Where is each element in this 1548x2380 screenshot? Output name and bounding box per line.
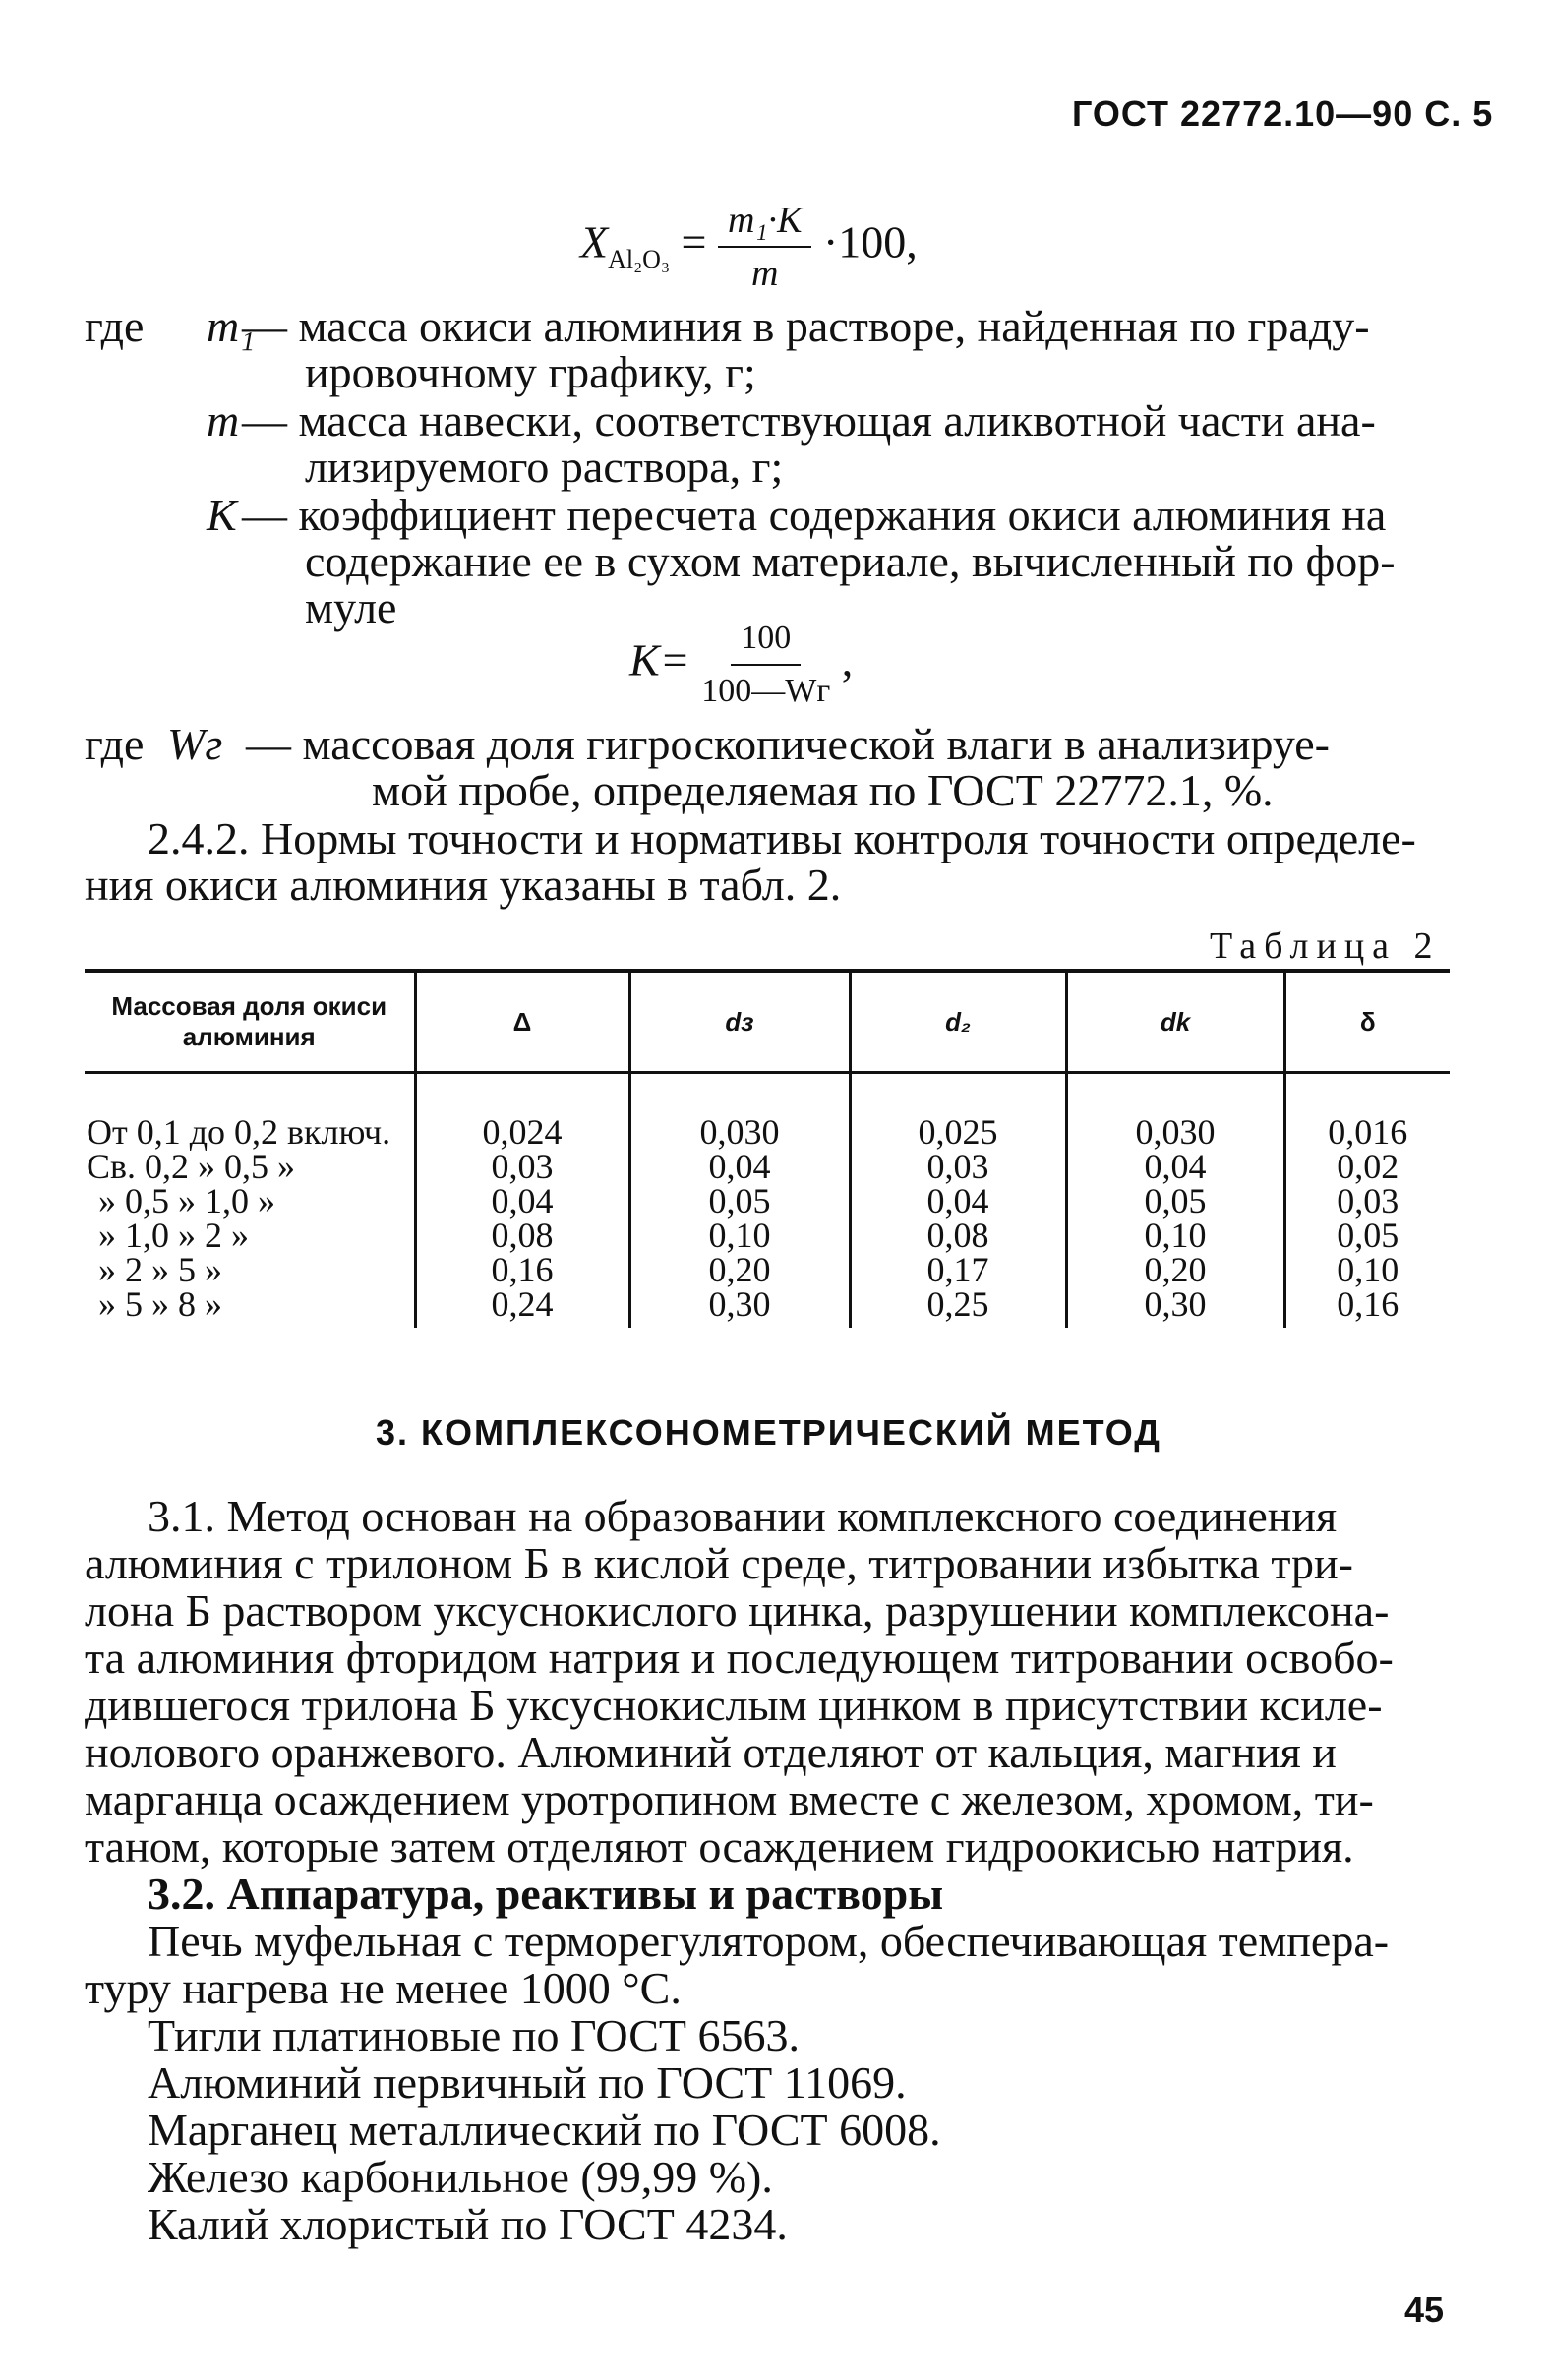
table-cell: 0,03 bbox=[1284, 1184, 1450, 1219]
formula-k-numerator: 100 bbox=[731, 615, 801, 666]
formula-fraction bbox=[718, 197, 812, 297]
def-symbol-k: K bbox=[207, 490, 237, 540]
para-3-1-line1: 3.1. Метод основан на образовании комплексного соединения bbox=[148, 1491, 1338, 1541]
para-2-4-2-line1: 2.4.2. Нормы точности и нормативы контроля точности определе- bbox=[148, 813, 1416, 863]
formula-k-lhs: K= bbox=[629, 634, 690, 685]
def-text-w-line1: — массовая доля гигроскопической влаги в анализируе- bbox=[246, 719, 1330, 769]
para-3-2-line6: Железо карбонильное (99,99 %). bbox=[148, 2152, 773, 2202]
formula-tail: ·100, bbox=[822, 216, 918, 268]
def-text-m1-line2: ировочному графику, г; bbox=[305, 347, 756, 397]
table-cell: 0,25 bbox=[850, 1287, 1066, 1328]
table-cell: 0,08 bbox=[850, 1219, 1066, 1253]
table-caption: Таблица 2 bbox=[1210, 925, 1441, 967]
table-cell: Св. 0,2 » 0,5 » bbox=[87, 1147, 296, 1186]
table-cell: » 1,0 » 2 » bbox=[98, 1216, 249, 1255]
para-3-1-line7: марганца осаждением уротропином вместе с железом, хромом, ти- bbox=[85, 1774, 1374, 1824]
para-3-1-line4: та алюминия фторидом натрия и последующем титровании освобо- bbox=[85, 1633, 1394, 1683]
table-cell: 0,02 bbox=[1284, 1150, 1450, 1184]
def-symbol-m: m bbox=[207, 395, 240, 446]
table-cell: 0,30 bbox=[1066, 1287, 1284, 1328]
table-cell: 0,20 bbox=[629, 1253, 850, 1287]
col-header-mass-fraction: Массовая доля окиси алюминия bbox=[85, 971, 415, 1073]
table-cell: 0,20 bbox=[1066, 1253, 1284, 1287]
formula-k-tail: , bbox=[841, 634, 854, 685]
accuracy-table bbox=[85, 969, 1450, 1328]
table-cell: 0,025 bbox=[850, 1073, 1066, 1151]
formula-k-fraction bbox=[701, 615, 830, 715]
para-3-2-line7: Калий хлористый по ГОСТ 4234. bbox=[148, 2199, 788, 2249]
formula-x-al2o3 bbox=[580, 197, 918, 297]
col-header-d3: dз bbox=[629, 971, 850, 1073]
table-cell: От 0,1 до 0,2 включ. bbox=[87, 1112, 391, 1152]
def-text-k-line3: муле bbox=[305, 582, 397, 632]
table-cell: 0,016 bbox=[1284, 1073, 1450, 1151]
table-cell: 0,10 bbox=[1284, 1253, 1450, 1287]
page-header: ГОСТ 22772.10—90 С. 5 bbox=[1072, 93, 1494, 134]
def-where-label-2: где bbox=[85, 719, 145, 769]
table-cell: 0,16 bbox=[415, 1253, 629, 1287]
table-cell: 0,04 bbox=[629, 1150, 850, 1184]
formula-equals: = bbox=[681, 216, 707, 268]
page-number: 45 bbox=[1404, 2290, 1445, 2330]
table-cell: 0,05 bbox=[629, 1184, 850, 1219]
para-3-2-line4: Алюминий первичный по ГОСТ 11069. bbox=[148, 2057, 907, 2108]
table-row bbox=[85, 1253, 1450, 1287]
section-3-title: 3. КОМПЛЕКСОНОМЕТРИЧЕСКИЙ МЕТОД bbox=[376, 1412, 1161, 1453]
para-2-4-2-line2: ния окиси алюминия указаны в табл. 2. bbox=[85, 860, 842, 910]
formula-k bbox=[629, 615, 853, 715]
col-header-dk: dk bbox=[1066, 971, 1284, 1073]
table-cell: 0,030 bbox=[1066, 1073, 1284, 1151]
def-text-w-line2: мой пробе, определяемая по ГОСТ 22772.1, %. bbox=[372, 765, 1274, 815]
def-symbol-w: Wг bbox=[167, 719, 223, 769]
def-where-label-1: где bbox=[85, 301, 145, 351]
table-cell: » 2 » 5 » bbox=[98, 1250, 222, 1289]
table-row bbox=[85, 1219, 1450, 1253]
def-text-m-line1: — масса навески, соответствующая аликвотной части ана- bbox=[242, 395, 1376, 446]
col-header-d2: d₂ bbox=[850, 971, 1066, 1073]
col-header-delta: Δ bbox=[415, 971, 629, 1073]
table-header-row bbox=[85, 971, 1450, 1073]
col-header-small-delta: δ bbox=[1284, 971, 1450, 1073]
table-cell: 0,05 bbox=[1066, 1184, 1284, 1219]
formula-k-denominator: 100—Wг bbox=[701, 673, 831, 709]
table-cell: 0,10 bbox=[1066, 1219, 1284, 1253]
table-cell: 0,10 bbox=[629, 1219, 850, 1253]
para-3-1-line6: нолового оранжевого. Алюминий отделяют от кальция, магния и bbox=[85, 1727, 1337, 1777]
table-cell: 0,024 bbox=[415, 1073, 629, 1151]
para-3-2-line5: Марганец металлический по ГОСТ 6008. bbox=[148, 2105, 941, 2155]
table-cell: 0,17 bbox=[850, 1253, 1066, 1287]
table-cell: » 5 » 8 » bbox=[98, 1284, 222, 1324]
para-3-1-line2: алюминия с трилоном Б в кислой среде, титровании избытка три- bbox=[85, 1538, 1353, 1588]
table-cell: 0,03 bbox=[850, 1150, 1066, 1184]
def-text-m-line2: лизируемого раствора, г; bbox=[305, 442, 784, 492]
table-row bbox=[85, 1184, 1450, 1219]
table-cell: 0,03 bbox=[415, 1150, 629, 1184]
def-symbol-m1: m₁ bbox=[207, 301, 256, 351]
table-cell: 0,030 bbox=[629, 1073, 850, 1151]
para-3-1-line5: дившегося трилона Б уксуснокислым цинком в присутствии ксиле- bbox=[85, 1680, 1383, 1730]
formula-numerator: m₁·K bbox=[718, 197, 812, 248]
table-cell: 0,08 bbox=[415, 1219, 629, 1253]
table-cell: 0,24 bbox=[415, 1287, 629, 1328]
para-3-1-line3: лона Б раствором уксуснокислого цинка, разрушении комплексона- bbox=[85, 1585, 1390, 1636]
def-text-k-line2: содержание ее в сухом материале, вычисленный по фор- bbox=[305, 536, 1396, 586]
para-3-2-line3: Тигли платиновые по ГОСТ 6563. bbox=[148, 2010, 800, 2060]
formula-lhs: X bbox=[580, 216, 609, 268]
table-cell: 0,04 bbox=[850, 1184, 1066, 1219]
para-3-1-line8: таном, которые затем отделяют осаждением гидроокисью натрия. bbox=[85, 1821, 1354, 1872]
table-cell: 0,16 bbox=[1284, 1287, 1450, 1328]
section-3-2-title: 3.2. Аппаратура, реактивы и растворы bbox=[148, 1869, 944, 1919]
table-cell: » 0,5 » 1,0 » bbox=[98, 1181, 275, 1220]
table-row bbox=[85, 1150, 1450, 1184]
table-cell: 0,04 bbox=[1066, 1150, 1284, 1184]
table-cell: 0,30 bbox=[629, 1287, 850, 1328]
def-text-k-line1: — коэффициент пересчета содержания окиси алюминия на bbox=[242, 490, 1387, 540]
para-3-2-line2: туру нагрева не менее 1000 °C. bbox=[85, 1963, 682, 2013]
table-row bbox=[85, 1287, 1450, 1328]
table-row bbox=[85, 1073, 1450, 1151]
para-3-2-line1: Печь муфельная с терморегулятором, обеспечивающая темпера- bbox=[148, 1916, 1390, 1966]
table-cell: 0,05 bbox=[1284, 1219, 1450, 1253]
table-cell: 0,04 bbox=[415, 1184, 629, 1219]
formula-lhs-subscript: Al₂O₃ bbox=[608, 244, 671, 273]
formula-denominator: m bbox=[750, 253, 779, 294]
def-text-m1-line1: — масса окиси алюминия в растворе, найденная по граду- bbox=[242, 301, 1370, 351]
